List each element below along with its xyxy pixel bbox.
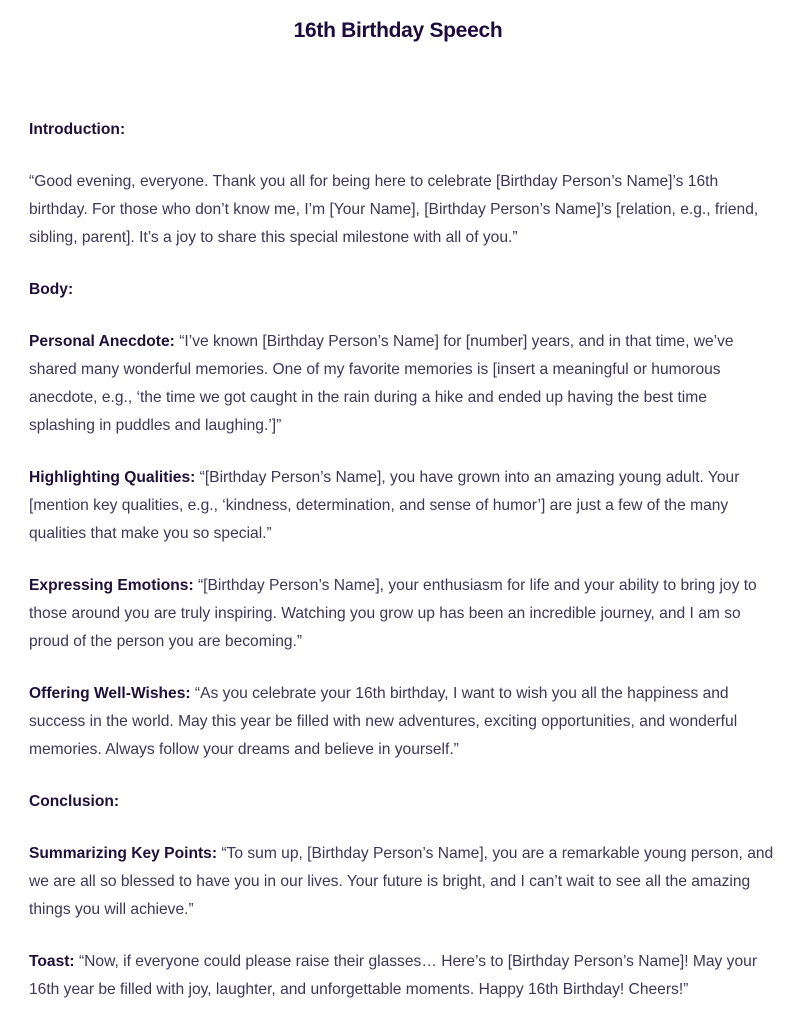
toast-label: Toast: xyxy=(29,953,75,970)
personal-anecdote-text: “I’ve known [Birthday Person’s Name] for [number] years, and in that time, we’ve shared many wonderful memories. One of my favorite memories is [insert a meaningful or humorous anecdote, e.g., ‘the time we got caught in the rain during a hike and ended up having the best time splashing in puddles and laughing.’]” xyxy=(29,333,734,434)
section-heading-body: Body: xyxy=(29,281,74,298)
introduction-paragraph xyxy=(29,168,774,252)
offering-well-wishes-label: Offering Well-Wishes: xyxy=(29,685,191,702)
speech-content xyxy=(29,116,774,1028)
summarizing-key-points-text: “To sum up, [Birthday Person’s Name], you are a remarkable young person, and we are all so blessed to have you in our lives. Your future is bright, and I can’t wait to see all the amazing things you will achieve.” xyxy=(29,845,774,918)
summarizing-key-points-label: Summarizing Key Points: xyxy=(29,845,218,862)
personal-anecdote-label: Personal Anecdote: xyxy=(29,333,175,350)
introduction-text: “Good evening, everyone. Thank you all for being here to celebrate [Birthday Person’s Name]’s 16th birthday. For those who don’t know me, I’m [Your Name], [Birthday Person’s Name]’s [relation, e.g., friend, sibling, parent]. It’s a joy to share this special milestone with all of you.” xyxy=(29,173,759,246)
offering-well-wishes-paragraph xyxy=(29,680,774,764)
page-title: 16th Birthday Speech xyxy=(293,19,503,42)
offering-well-wishes-text: “As you celebrate your 16th birthday, I want to wish you all the happiness and success in the world. May this year be filled with new adventures, exciting opportunities, and wonderful memories. Always follow your dreams and believe in yourself.” xyxy=(29,685,738,758)
personal-anecdote-paragraph xyxy=(29,328,774,440)
section-heading-introduction: Introduction: xyxy=(29,121,126,138)
expressing-emotions-paragraph xyxy=(29,572,774,656)
expressing-emotions-label: Expressing Emotions: xyxy=(29,577,194,594)
highlighting-qualities-paragraph xyxy=(29,464,774,548)
section-heading-conclusion: Conclusion: xyxy=(29,793,120,810)
highlighting-qualities-label: Highlighting Qualities: xyxy=(29,469,196,486)
toast-text: “Now, if everyone could please raise their glasses… Here’s to [Birthday Person’s Name]! May your 16th year be filled with joy, laughter, and unforgettable moments. Happy 16th Birthday! Cheers!” xyxy=(29,953,758,998)
expressing-emotions-text: “[Birthday Person’s Name], your enthusiasm for life and your ability to bring joy to those around you are truly inspiring. Watching you grow up has been an incredible journey, and I am so proud of the person you are becoming.” xyxy=(29,577,757,650)
toast-paragraph xyxy=(29,948,774,1004)
highlighting-qualities-text: “[Birthday Person’s Name], you have grown into an amazing young adult. Your [mention key qualities, e.g., ‘kindness, determination, and sense of humor’] are just a few of the many qualities that make you so special.” xyxy=(29,469,740,542)
summarizing-key-points-paragraph xyxy=(29,840,774,924)
